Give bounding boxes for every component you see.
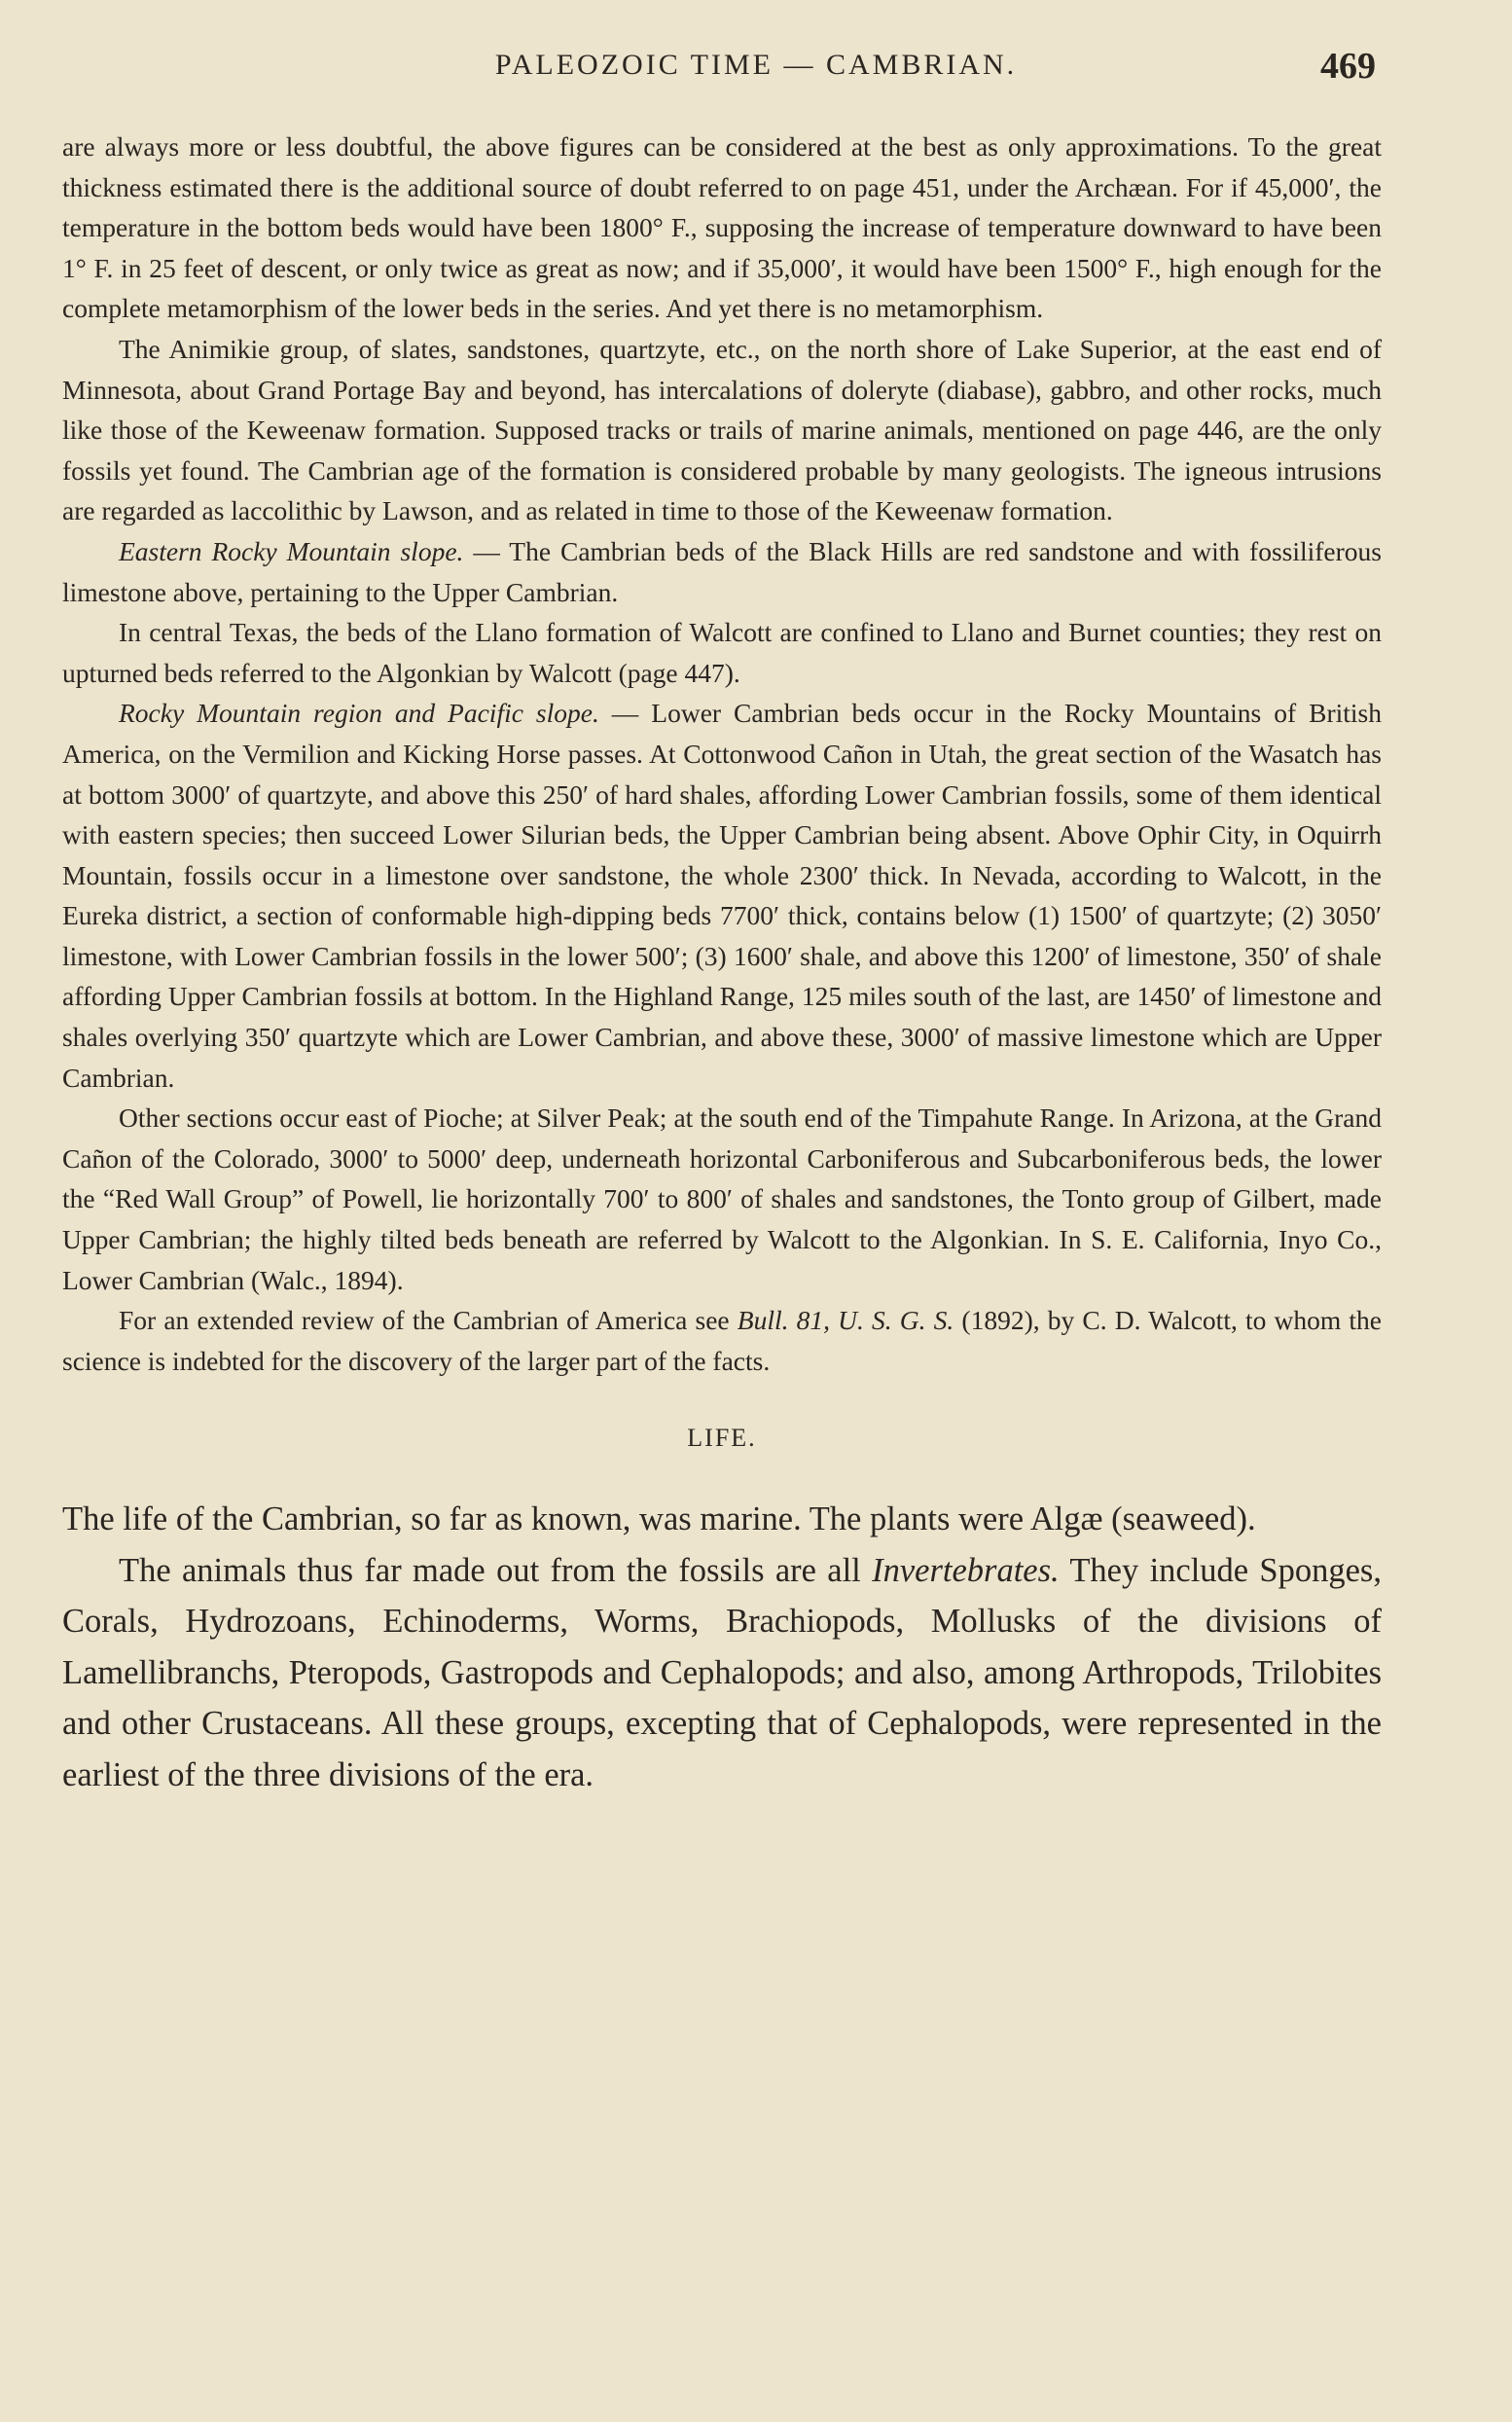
paragraph-eastern-rocky-mountain: [62, 531, 1382, 612]
paragraph-text: The animals thus far made out from the fossils are all: [119, 1551, 873, 1589]
subheading-rocky-mountain-pacific: Rocky Mountain region and Pacific slope.: [119, 698, 599, 729]
paragraph-life-marine: The life of the Cambrian, so far as known, was marine. The plants were Algæ (seaweed).: [62, 1500, 1256, 1537]
paragraph-animikie: The Animikie group, of slates, sandstones, quartzyte, etc., on the north shore of Lake Superior, at the east end of Minnesota, about Grand Portage Bay and beyond, has intercalations of doleryte (diabase), gabbro, and other rocks, much like those of the Keweenaw formation. Supposed tracks or trails of marine animals, mentioned on page 446, are the only fossils yet found. The Cambrian age of the formation is considered probable by many geologists. The igneous intrusions are regarded as laccolithic by Lawson, and as related in time to those of the Keweenaw formation.: [62, 333, 1382, 526]
paragraph-other-sections: Other sections occur east of Pioche; at Silver Peak; at the south end of the Timpahute Range. In Arizona, at the Grand Cañon of the Colorado, 3000′ to 5000′ deep, underneath horizontal Carboniferous and Subcarboniferous beds, the lower the “Red Wall Group” of Powell, lie horizontally 700′ to 800′ of shales and sandstones, the Tonto group of Gilbert, made Upper Cambrian; the highly tilted beds beneath are referred by Walcott to the Algonkian. In S. E. California, Inyo Co., Lower Cambrian (Walc., 1894).: [62, 1103, 1382, 1295]
paragraph-rocky-mountain-pacific: [62, 693, 1382, 1098]
paragraph-continued: are always more or less doubtful, the above figures can be considered at the best as only approximations. To the great thickness estimated there is the additional source of doubt referred to on page 451, under the Archæan. For if 45,000′, the temperature in the bottom beds would have been 1800° F., supposing the increase of temperature downward to have been 1° F. in 25 feet of descent, or only twice as great as now; and if 35,000′, it would have been 1500° F., high enough for the complete metamorphism of the lower beds in the series. And yet there is no metamorphism.: [62, 131, 1382, 324]
paragraph-text: — Lower Cambrian beds occur in the Rocky Mountains of British America, on the Vermilion and Kicking Horse passes. At Cottonwood Cañon in Utah, the great section of the Wasatch has at bottom 3000′ of quartzyte, and above this 250′ of hard shales, affording Lower Cambrian fossils, some of them identical with eastern species; then succeed Lower Silurian beds, the Upper Cambrian being absent. Above Ophir City, in Oquirrh Mountain, fossils occur in a limestone over sandstone, the whole 2300′ thick. In Nevada, according to Walcott, in the Eureka district, a section of conformable high-dipping beds 7700′ thick, contains below (1) 1500′ of quartzyte; (2) 3050′ limestone, with Lower Cambrian fossils in the lower 500′; (3) 1600′ shale, and above this 1200′ of limestone, 350′ of shale affording Upper Cambrian fossils at bottom. In the Highland Range, 125 miles south of the last, are 1450′ of limestone and shales overlying 350′ quartzyte which are Lower Cambrian, and above these, 3000′ of massive limestone which are Upper Cambrian.: [62, 698, 1382, 1093]
emphasis-invertebrates: Invertebrates.: [872, 1551, 1060, 1589]
page-number: 469: [1320, 46, 1376, 87]
section-heading-life: LIFE.: [687, 1424, 757, 1453]
paragraph-text: — The Cambrian beds of the Black Hills are red sandstone and with fossiliferous limestone above, pertaining to the Upper Cambrian.: [62, 535, 1382, 607]
paragraph-central-texas: In central Texas, the beds of the Llano formation of Walcott are confined to Llano and Burnet counties; they rest on upturned beds referred to the Algonkian by Walcott (page 447).: [62, 617, 1382, 688]
paragraph-text: For an extended review of the Cambrian of America see: [119, 1305, 738, 1336]
main-text: [62, 127, 1382, 1800]
paragraph-text: They include Sponges, Corals, Hydrozoans, Echinoderms, Worms, Brachiopods, Mollusks of the divisions of Lamellibranchs, Pteropods, Gastropods and Cephalopods; and also, among Arthropods, Trilobites and other Crustaceans. All these groups, excepting that of Cephalopods, were represented in the earliest of the three divisions of the era.: [62, 1551, 1382, 1793]
running-head: [0, 45, 1512, 93]
citation-reference: Bull. 81, U. S. G. S.: [737, 1305, 954, 1336]
paragraph-text: (1892), by C. D. Walcott, to whom the science is indebted for the discovery of the larger part of the facts.: [62, 1305, 1382, 1376]
subheading-eastern-rocky-mountain: Eastern Rocky Mountain slope.: [119, 535, 464, 566]
life-section: [62, 1494, 1382, 1800]
paragraph-extended-review: [62, 1300, 1382, 1381]
paragraph-life-animals: [62, 1545, 1382, 1801]
running-head-title: PALEOZOIC TIME — CAMBRIAN.: [494, 49, 1018, 81]
